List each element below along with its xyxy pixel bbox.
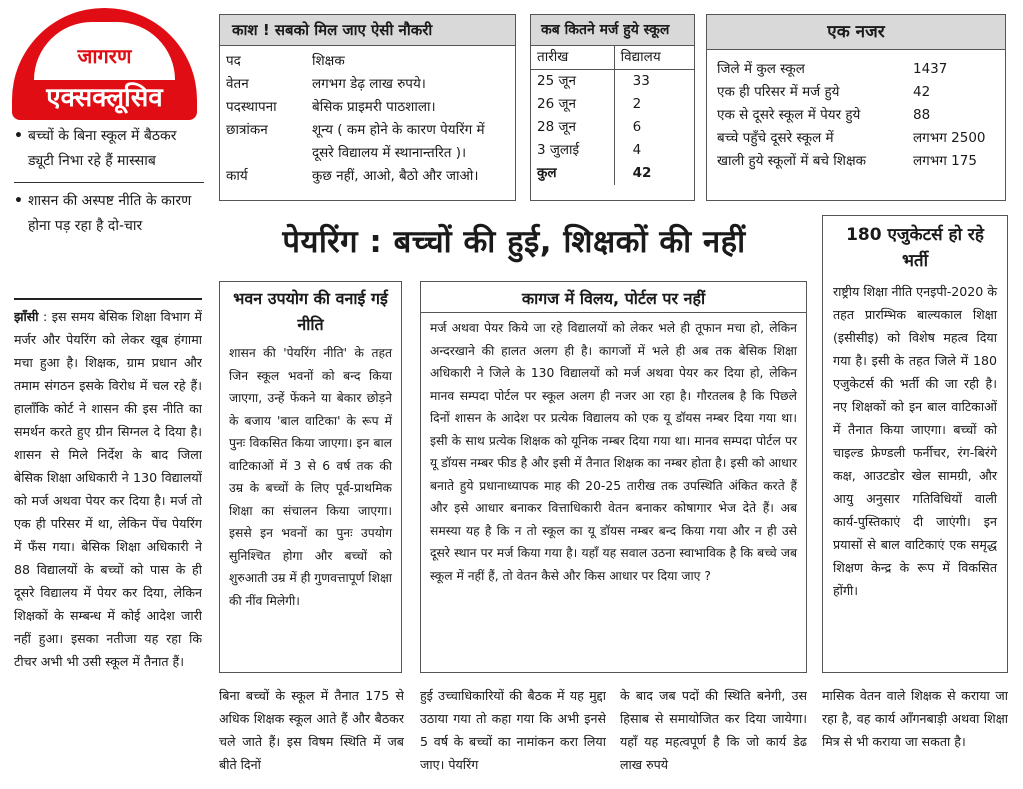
glance-value: 42 [913,84,931,100]
headline: पेयरिंग : बच्चों की हुई, शिक्षकों की नहीं [282,224,746,260]
glance-label: एक से दूसरे स्कूल में पेयर हुये [717,107,861,123]
glance-label: बच्चे पहुँचे दूसरे स्कूल में [717,130,834,146]
glance-box-title: एक नजर [707,15,1005,50]
glance-row [707,104,1005,127]
summary-bullet-text: बच्चों के बिना स्कूल में बैठकर ड्यूटी निभा रहे हैं मास्साब [28,128,177,169]
job-value: लगभग डेढ़ लाख रुपये। [312,76,426,92]
bottom-column-2: हुई उच्चाधिकारियों की बैठक में यह मुद्दा उठाया गया तो कहा गया कि अभी इनसे 5 वर्ष के बच्चों का नामांकन करा लिया जाए। पेयरिंग [420,688,606,772]
educators-box-body: राष्ट्रीय शिक्षा नीति एनइपी-2020 के तहत प्रारम्भिक बाल्यकाल शिक्षा (इसीसीइ) को विशेष महत्व दिया गया है। इसी के तहत जिले में 180 एजुकेटर्स की भर्ती की जा रही है। नए शिक्षकों को इन बाल वाटिकाओं में तैनात किया जाएगा। बच्चों को चाइल्ड फ्रेण्डली फर्नीचर, रंग-बिरंगे कक्ष, आउटडोर खेल सामग्री, और आयु अनुसार गतिविधियों वाली कार्य-पुस्तिकाएं दी जाएंगी। इन प्रयासों से बाल वाटिकाएं एक समृद्ध शिक्षण केन्द्र के रूप में विकसित होंगी। [833,284,997,598]
merge-date: 25 जून [531,70,614,94]
merge-row [531,93,694,116]
building-box [219,281,402,673]
logo-brand: जागरण [77,44,132,68]
glance-box [706,14,1006,201]
glance-value: 88 [913,107,931,123]
glance-table [707,58,1005,173]
logo-inner [34,22,175,80]
job-row [220,96,515,119]
merge-total-label: कुल [531,162,614,185]
job-value: शून्य ( कम होने के कारण पेयरिंग में दूसरे विद्यालय में स्थानान्तरित )। [312,122,485,161]
left-article [14,305,202,785]
building-box-title: भवन उपयोग की वनाई गई नीति [233,289,388,334]
merge-col-date: तारीख [531,46,614,70]
glance-value: लगभग 175 [913,153,977,169]
merge-row [531,139,694,162]
bullet-divider [14,182,204,183]
merge-total-row [531,162,694,185]
bullet-icon: • [14,128,23,144]
merge-date: 28 जून [531,116,614,139]
merge-count: 33 [632,73,650,89]
job-row [220,73,515,96]
job-table [220,50,515,188]
glance-label: खाली हुये स्कूलों में बचे शिक्षक [717,153,866,169]
glance-value: लगभग 2500 [913,130,986,146]
job-value: कुछ नहीं, आओ, बैठो और जाओ। [312,168,479,184]
merge-count: 2 [632,96,642,112]
merge-row [531,116,694,139]
bullet-icon: • [14,193,23,209]
job-row [220,119,515,165]
merge-count: 4 [632,142,642,158]
building-box-body: शासन की 'पेयरिंग नीति' के तहत जिन स्कूल भवनों को बन्द किया जाएगा, उन्हें फेंकने या बेकार छोड़ने के बजाय 'बाल वाटिका' के रूप में पुनः विकसित किया जाएगा। इन बाल वाटिकाओं में 3 से 6 वर्ष तक की उम्र के बच्चों के लिए पूर्व-प्राथमिक शिक्षा का संचालन किया जाएगा। इससे इन भवनों का पुनः उपयोग सुनिश्चित होगा और बच्चों को शुरुआती उम्र में ही गुणवत्तापूर्ण शिक्षा की नींव मिलेगी। [229,346,392,608]
glance-label: जिले में कुल स्कूल [717,61,805,77]
paper-box-body: मर्ज अथवा पेयर किये जा रहे विद्यालयों को लेकर भले ही तूफान मचा हो, लेकिन अन्दरखाने की हालत अलग ही है। कागजों में भले ही अब तक बेसिक शिक्षा अधिकारी ने जिले के 130 विद्यालयों को मर्ज अथवा पेयर कर दिया हो, लेकिन मानव सम्पदा पोर्टल पर स्कूल अलग ही नजर आ रहा है। गौरतलब है कि पिछले दिनों शासन के आदेश पर प्रत्येक विद्यालय को एक यू डॉयस नम्बर दिया गया था। इसी के साथ प्रत्येक शिक्षक को यूनिक नम्बर दिया गया था। मानव सम्पदा पोर्टल पर यू डॉयस नम्बर फीड है और इसी में तैनात शिक्षक का नम्बर होता है। इसी को आधार बनाते हुये प्रधानाध्यापक माह की 20-25 तारीख तक उपस्थिति अंकित करते हैं और इसे आधार बनाकर वित्ताधिकारी वेतन बनाकर कोषागार भेज देते हैं। अब समस्या यह है कि न तो स्कूल का यू डॉयस नम्बर बन्द किया गया और न ही उसे दूसरे स्थान पर मर्ज किया गया है। यहाँ यह सवाल उठना स्वाभाविक है कि बच्चे जब स्कूल में नहीं हैं, तो वेतन कैसे और किस आधार पर दिया जाए ? [430,321,798,583]
glance-row [707,127,1005,150]
bottom-column-4: मासिक वेतन वाले शिक्षक से कराया जा रहा है, वह कार्य आँगनबाड़ी अथवा शिक्षा मित्र से भी कराया जा सकता है। [822,688,1008,749]
logo-exclusive-label: एक्सक्लूसिव [46,83,163,113]
job-value: शिक्षक [312,53,345,69]
merge-date: 26 जून [531,93,614,116]
summary-bullet-text: शासन की अस्पष्ट नीति के कारण होना पड़ रहा है दो-चार [28,193,192,234]
merge-box-title: कब कितने मर्ज हुये स्कूल [531,15,694,46]
paper-box [420,281,807,673]
summary-bullet [14,124,204,174]
educators-box-title: 180 एजुकेटर्स हो रहे भर्ती [846,225,984,271]
merge-table [531,46,694,185]
merge-total-value: 42 [632,165,652,181]
job-label: कार्य [226,168,248,184]
merge-col-school: विद्यालय [620,49,661,65]
educators-box [822,215,1008,673]
job-box-title: काश ! सबको मिल जाए ऐसी नौकरी [220,15,515,46]
bottom-column-3: के बाद जब पदों की स्थिति बनेगी, उस हिसाब से समायोजित कर दिया जायेगा। यहाँ यह महत्वपूर्ण है कि जो कार्य डेढ लाख रुपये [620,688,807,772]
merge-box [530,14,695,201]
summary-bullet [14,189,204,239]
job-value: बेसिक प्राइमरी पाठशाला। [312,99,436,115]
job-row [220,165,515,188]
merge-count: 6 [632,119,642,135]
glance-value: 1437 [913,61,948,77]
job-label: वेतन [226,76,249,92]
bottom-column-1: बिना बच्चों के स्कूल में तैनात 175 से अधिक शिक्षक स्कूल आते हैं और बैठकर चले जाते हैं। इस विषम स्थिति में जब बीते दिनों [219,688,404,772]
paper-box-title: कागज में विलय, पोर्टल पर नहीं [421,286,806,313]
summary-bullets [14,124,204,247]
left-article-body: : इस समय बेसिक शिक्षा विभाग में मर्जर और पेयरिंग को लेकर खूब हंगामा मचा हुआ है। शिक्षक, ग्राम प्रधान और तमाम संगठन इसके विरोध में चल रहे हैं। हालाँकि कोर्ट ने शासन की इस नीति का समर्थन करते हुए ग्रीन सिग्नल दे दिया है। शासन से मिले निर्देश के बाद जिला बेसिक शिक्षा अधिकारी ने 130 विद्यालयों को मर्ज अथवा पेयर कर दिया है। मर्ज तो एक ही परिसर में था, लेकिन पेंच पेयरिंग में फँस गया। बेसिक शिक्षा अधिकारी ने 88 विद्यालयों के बच्चों को पास के ही दूसरे विद्यालय में पेयर कर दिया, लेकिन शिक्षकों के सम्बन्ध में कोई आदेश जारी नहीं हुआ। इसका नतीजा यह रहा कि टीचर अभी भी उसी स्कूल में तैनात हैं। [14,309,202,669]
merge-date: 3 जुलाई [531,139,614,162]
merge-row [531,70,694,94]
glance-row [707,58,1005,81]
job-label: पदस्थापना [226,99,277,115]
merge-header-row [531,46,694,70]
job-label: पद [226,53,241,69]
jagran-exclusive-logo [12,8,197,120]
glance-label: एक ही परिसर में मर्ज हुये [717,84,840,100]
glance-row [707,150,1005,173]
job-box [219,14,516,201]
job-label: छात्रांकन [226,122,268,138]
job-row [220,50,515,73]
bullets-rule [14,298,202,300]
dateline: झाँसी [14,309,39,324]
glance-row [707,81,1005,104]
